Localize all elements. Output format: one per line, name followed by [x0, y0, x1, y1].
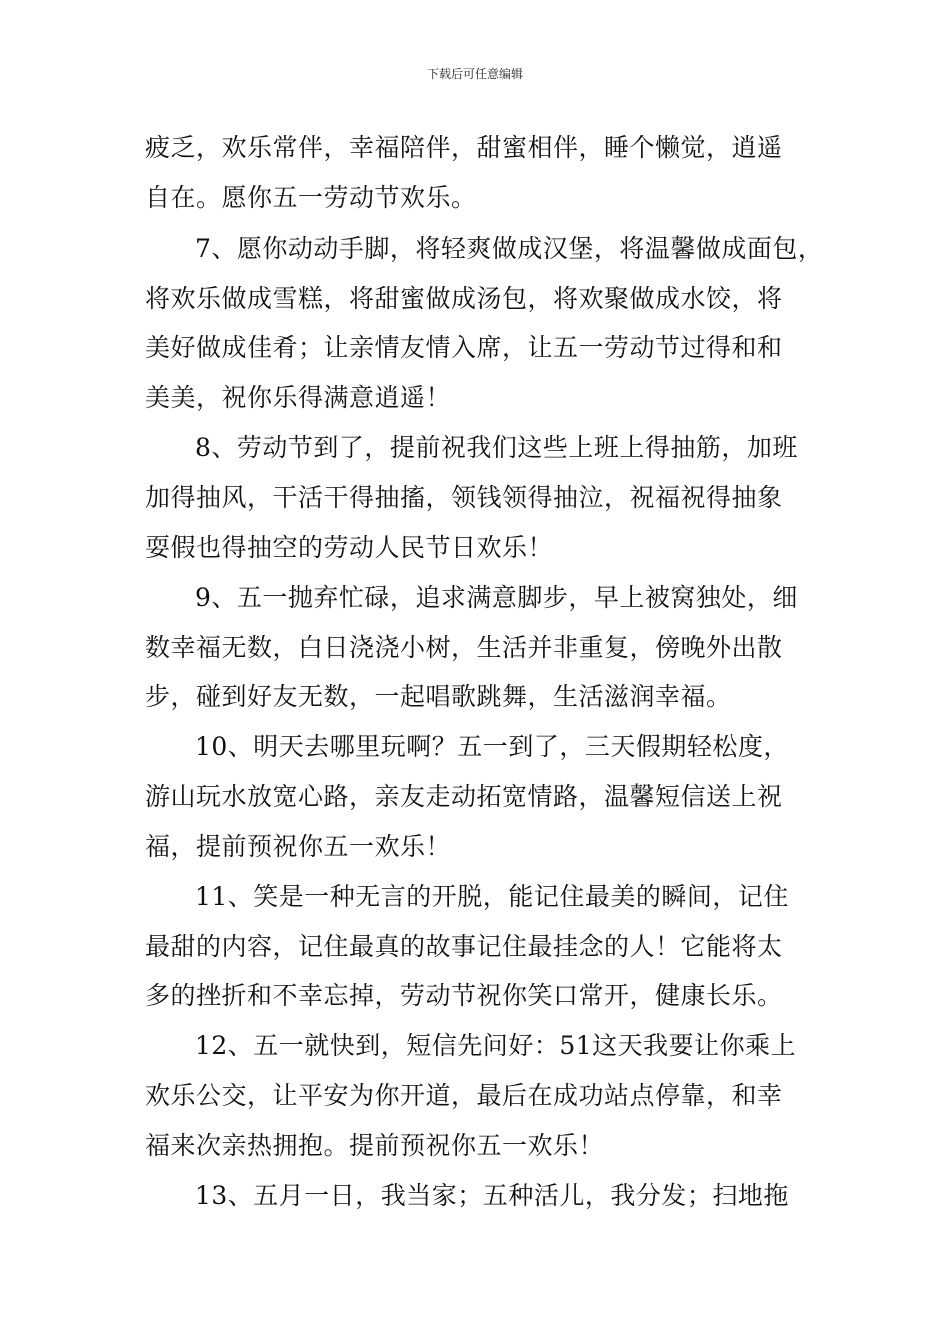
text-line: 美好做成佳肴；让亲情友情入席，让五一劳动节过得和和 [145, 333, 783, 362]
text-line: 自在。愿你五一劳动节欢乐。 [145, 183, 477, 212]
text-line: 福来次亲热拥抱。提前预祝你五一欢乐！ [145, 1131, 605, 1160]
text-line: 步，碰到好友无数，一起唱歌跳舞，生活滋润幸福。 [145, 682, 732, 711]
paragraph-first-line: 8、劳动节到了，提前祝我们这些上班上得抽筋，加班 [195, 433, 798, 462]
paragraph-first-line: 12、五一就快到，短信先问好：51这天我要让你乘上 [195, 1031, 797, 1060]
text-line: 加得抽风，干活干得抽搐，领钱领得抽泣，祝福祝得抽象 [145, 483, 783, 512]
text-line: 耍假也得抽空的劳动人民节日欢乐！ [145, 533, 554, 562]
text-line: 疲乏，欢乐常伴，幸福陪伴，甜蜜相伴，睡个懒觉，逍遥 [145, 133, 783, 162]
text-line: 游山玩水放宽心路，亲友走动拓宽情路，温馨短信送上祝 [145, 782, 783, 811]
text-line: 多的挫折和不幸忘掉，劳动节祝你笑口常开，健康长乐。 [145, 981, 783, 1010]
text-line: 欢乐公交，让平安为你开道，最后在成功站点停靠，和幸 [145, 1081, 783, 1110]
paragraph-first-line: 13、五月一日，我当家；五种活儿，我分发；扫地拖 [195, 1181, 789, 1210]
paragraph-first-line: 9、五一抛弃忙碌，追求满意脚步，早上被窝独处，细 [195, 583, 798, 612]
paragraph-first-line: 10、明天去哪里玩啊？五一到了，三天假期轻松度， [195, 732, 789, 761]
text-line: 福，提前预祝你五一欢乐！ [145, 832, 452, 861]
text-line: 将欢乐做成雪糕，将甜蜜做成汤包，将欢聚做成水饺，将 [145, 284, 783, 313]
paragraph-first-line: 7、愿你动动手脚，将轻爽做成汉堡，将温馨做成面包， [195, 234, 824, 263]
text-line: 美美，祝你乐得满意逍遥！ [145, 383, 452, 412]
page-header-note: 下载后可任意编辑 [426, 67, 523, 81]
text-line: 数幸福无数，白日浇浇小树，生活并非重复，傍晚外出散 [145, 633, 783, 662]
text-line: 最甜的内容，记住最真的故事记住最挂念的人！它能将太 [145, 932, 783, 961]
paragraph-first-line: 11、笑是一种无言的开脱，能记住最美的瞬间，记住 [195, 882, 789, 911]
